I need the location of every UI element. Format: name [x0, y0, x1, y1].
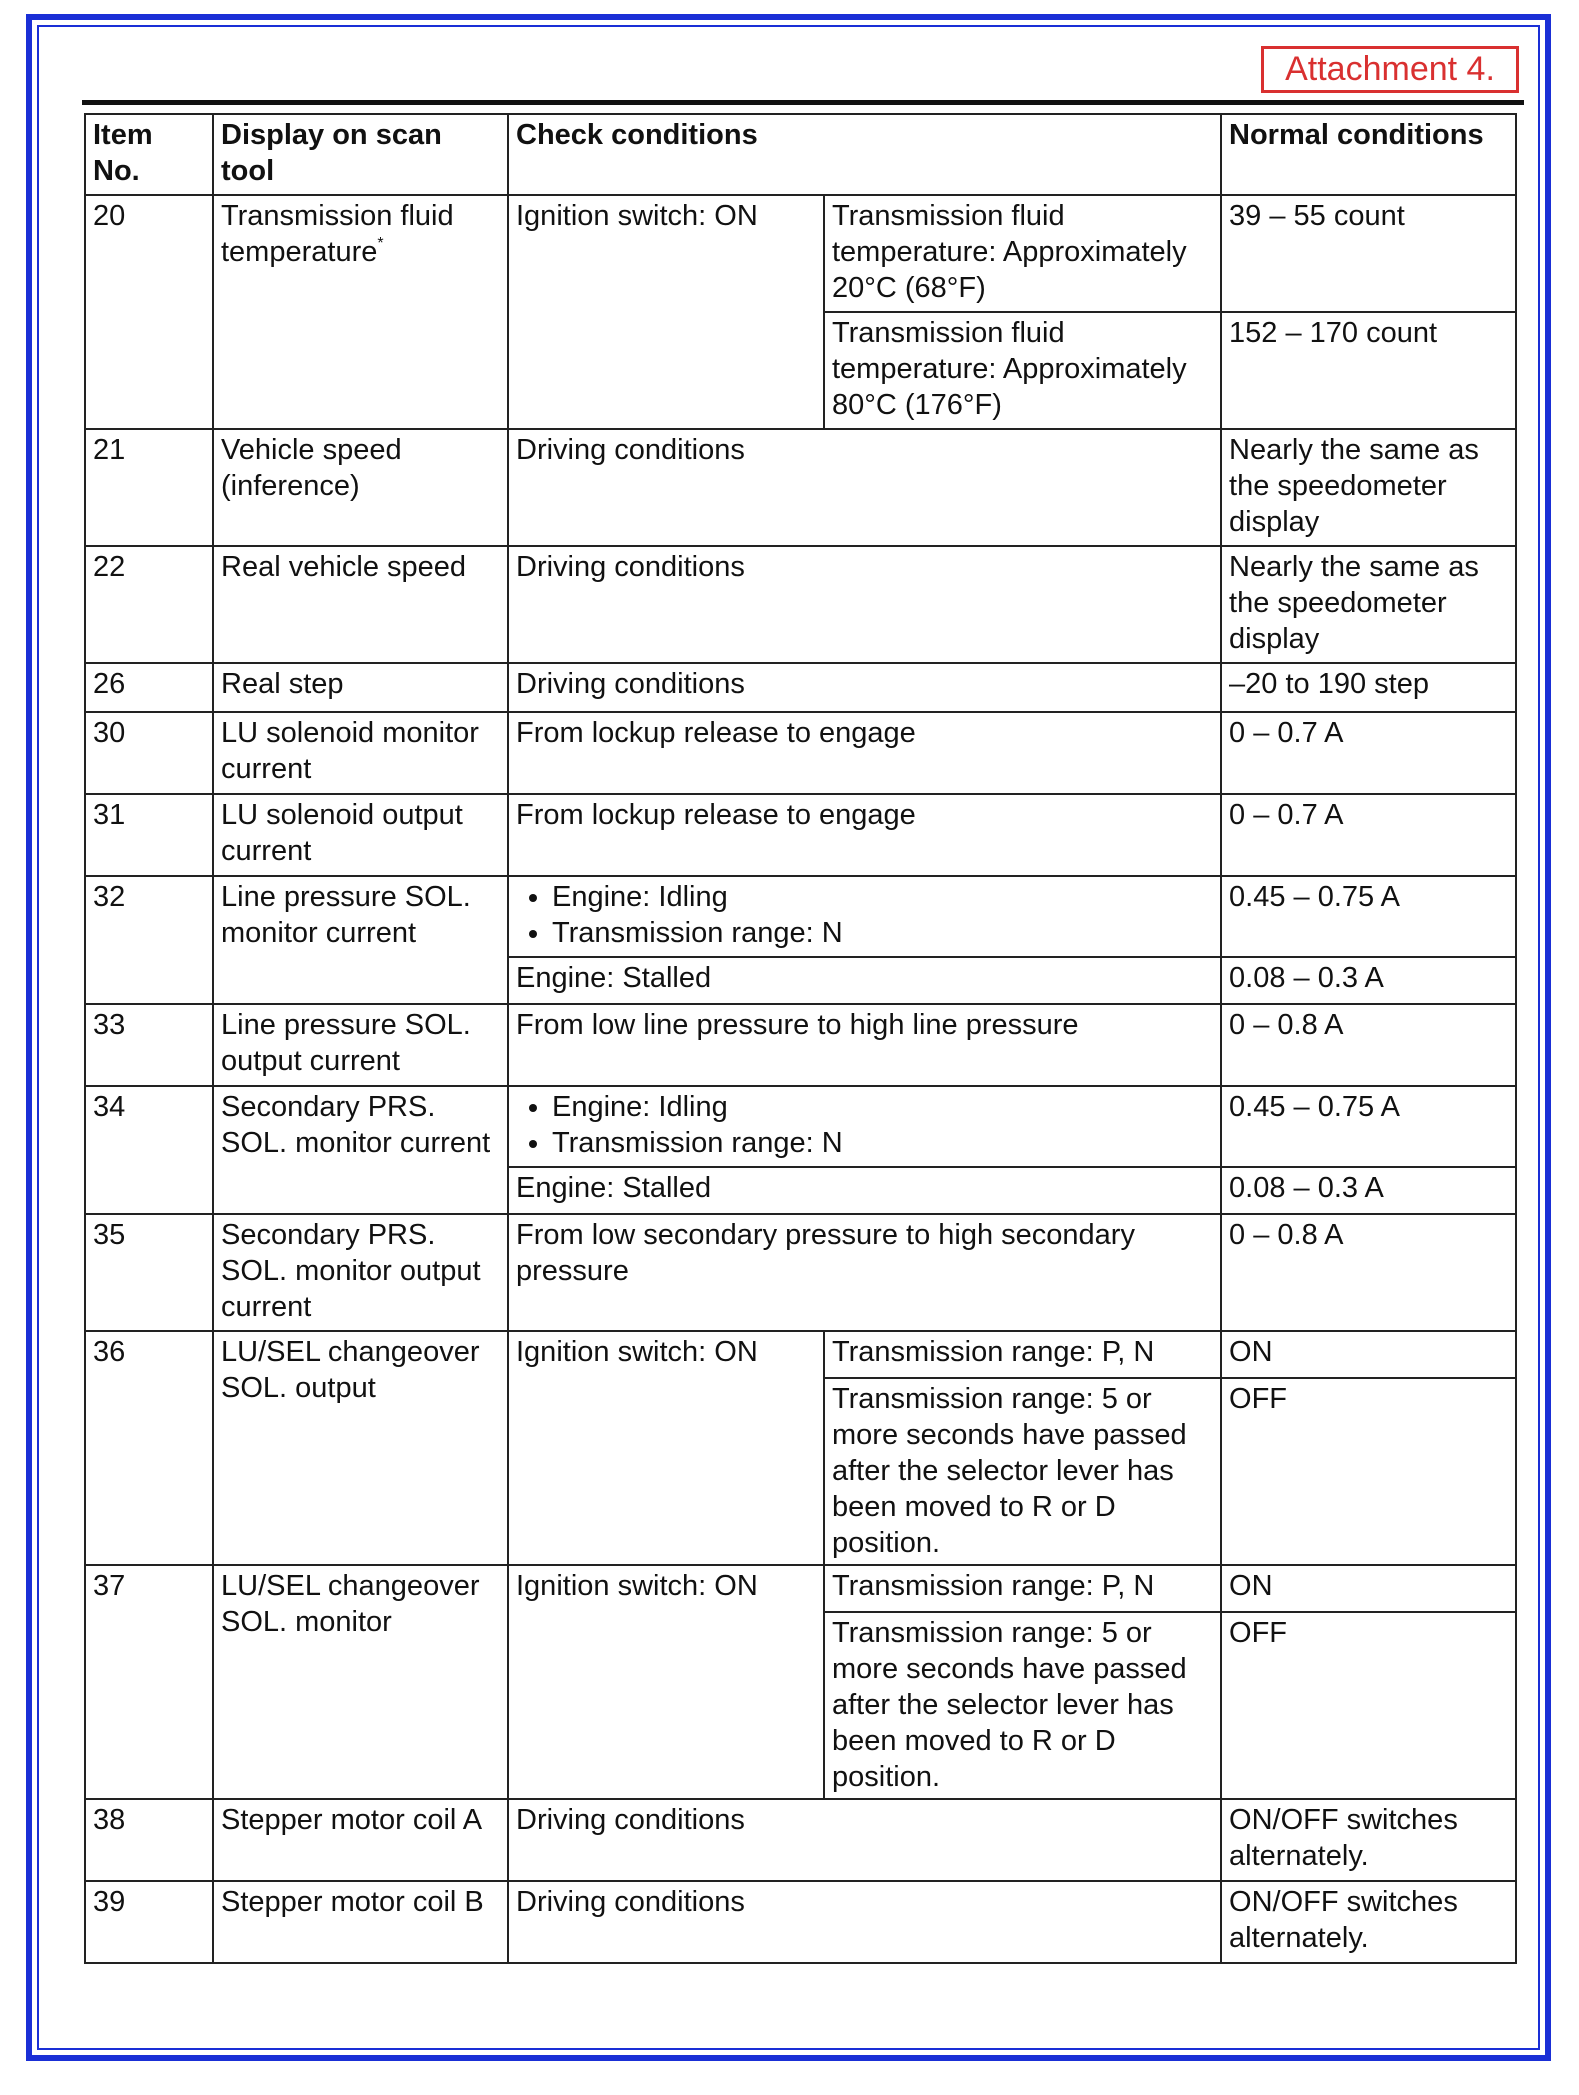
check-condition — [508, 876, 1221, 957]
normal-value: 152 – 170 count — [1221, 312, 1516, 429]
check-condition — [508, 1086, 1221, 1167]
table-row — [85, 546, 1516, 663]
display-name: Real step — [213, 663, 508, 712]
check-condition: Driving conditions — [508, 546, 1221, 663]
header-display: Display on scan tool — [213, 114, 508, 195]
data-monitor-table — [84, 113, 1517, 1964]
display-name: Vehicle speed (inference) — [213, 429, 508, 546]
display-name: Line pressure SOL. monitor current — [213, 876, 508, 1004]
check-condition: Driving conditions — [508, 663, 1221, 712]
table-row — [85, 1214, 1516, 1331]
normal-value: 0.08 – 0.3 A — [1221, 957, 1516, 1004]
normal-value: 0.08 – 0.3 A — [1221, 1167, 1516, 1214]
normal-value: ON — [1221, 1565, 1516, 1612]
bullet-item: • Engine: Idling — [552, 1089, 1213, 1125]
display-name: LU solenoid output current — [213, 794, 508, 876]
check-subcondition: Transmission range: P, N — [824, 1565, 1221, 1612]
check-subcondition: Transmission range: 5 or more seconds have passed after the selector lever has been moved to R or D position. — [824, 1378, 1221, 1565]
table-row — [85, 876, 1516, 957]
table-row — [85, 1331, 1516, 1378]
table-row — [85, 429, 1516, 546]
check-subcondition: Transmission range: P, N — [824, 1331, 1221, 1378]
check-condition: Driving conditions — [508, 1799, 1221, 1881]
table-row — [85, 1881, 1516, 1963]
display-name: LU/SEL changeover SOL. monitor — [213, 1565, 508, 1799]
bullet-item: • Engine: Idling — [552, 879, 1213, 915]
display-name — [213, 195, 508, 429]
table-row — [85, 712, 1516, 794]
attachment-label: Attachment 4. — [1261, 46, 1519, 93]
table-row — [85, 1004, 1516, 1086]
normal-value: ON/OFF switches alternately. — [1221, 1799, 1516, 1881]
item-no: 20 — [85, 195, 213, 429]
check-condition: Driving conditions — [508, 1881, 1221, 1963]
normal-value: ON/OFF switches alternately. — [1221, 1881, 1516, 1963]
table-row — [85, 1565, 1516, 1612]
normal-value: OFF — [1221, 1612, 1516, 1799]
display-name: Secondary PRS. SOL. monitor current — [213, 1086, 508, 1214]
display-name: Real vehicle speed — [213, 546, 508, 663]
normal-value: –20 to 190 step — [1221, 663, 1516, 712]
check-condition: Ignition switch: ON — [508, 195, 824, 429]
table-row — [85, 1799, 1516, 1881]
normal-value: 0 – 0.8 A — [1221, 1004, 1516, 1086]
display-name: LU/SEL changeover SOL. output — [213, 1331, 508, 1565]
normal-value: 0 – 0.8 A — [1221, 1214, 1516, 1331]
table-row — [85, 794, 1516, 876]
table-row — [85, 663, 1516, 712]
normal-value: ON — [1221, 1331, 1516, 1378]
display-name: LU solenoid monitor current — [213, 712, 508, 794]
display-name: Line pressure SOL. output current — [213, 1004, 508, 1086]
check-condition: From low line pressure to high line pressure — [508, 1004, 1221, 1086]
item-no: 39 — [85, 1881, 213, 1963]
bullet-item: • Transmission range: N — [552, 1125, 1213, 1161]
normal-value: Nearly the same as the speedometer display — [1221, 546, 1516, 663]
check-condition: Engine: Stalled — [508, 1167, 1221, 1214]
check-condition: Driving conditions — [508, 429, 1221, 546]
check-subcondition: Transmission fluid temperature: Approximately 20°C (68°F) — [824, 195, 1221, 312]
normal-value: 0.45 – 0.75 A — [1221, 876, 1516, 957]
normal-value: OFF — [1221, 1378, 1516, 1565]
check-condition: Ignition switch: ON — [508, 1331, 824, 1565]
normal-value: 39 – 55 count — [1221, 195, 1516, 312]
bullet-item: • Transmission range: N — [552, 915, 1213, 951]
item-no: 35 — [85, 1214, 213, 1331]
table-row — [85, 1086, 1516, 1167]
item-no: 32 — [85, 876, 213, 1004]
table-row — [85, 195, 1516, 312]
item-no: 31 — [85, 794, 213, 876]
item-no: 30 — [85, 712, 213, 794]
header-check-conditions: Check conditions — [508, 114, 1221, 195]
condition-bullets — [516, 1089, 1213, 1161]
normal-value: 0.45 – 0.75 A — [1221, 1086, 1516, 1167]
normal-value: Nearly the same as the speedometer display — [1221, 429, 1516, 546]
item-no: 34 — [85, 1086, 213, 1214]
header-normal-conditions: Normal conditions — [1221, 114, 1516, 195]
header-item-no: Item No. — [85, 114, 213, 195]
check-condition: From lockup release to engage — [508, 794, 1221, 876]
item-no: 36 — [85, 1331, 213, 1565]
display-name: Stepper motor coil B — [213, 1881, 508, 1963]
item-no: 33 — [85, 1004, 213, 1086]
normal-value: 0 – 0.7 A — [1221, 794, 1516, 876]
check-condition: Engine: Stalled — [508, 957, 1221, 1004]
item-no: 22 — [85, 546, 213, 663]
check-condition: From low secondary pressure to high secondary pressure — [508, 1214, 1221, 1331]
display-text: Transmission fluid temperature — [221, 200, 454, 268]
check-condition: From lockup release to engage — [508, 712, 1221, 794]
check-condition: Ignition switch: ON — [508, 1565, 824, 1799]
footnote-mark: * — [377, 235, 384, 252]
display-name: Stepper motor coil A — [213, 1799, 508, 1881]
normal-value: 0 – 0.7 A — [1221, 712, 1516, 794]
condition-bullets — [516, 879, 1213, 951]
check-subcondition: Transmission fluid temperature: Approximately 80°C (176°F) — [824, 312, 1221, 429]
top-rule — [82, 100, 1524, 105]
item-no: 21 — [85, 429, 213, 546]
item-no: 37 — [85, 1565, 213, 1799]
table-header-row — [85, 114, 1516, 195]
display-name: Secondary PRS. SOL. monitor output current — [213, 1214, 508, 1331]
item-no: 26 — [85, 663, 213, 712]
item-no: 38 — [85, 1799, 213, 1881]
check-subcondition: Transmission range: 5 or more seconds have passed after the selector lever has been moved to R or D position. — [824, 1612, 1221, 1799]
